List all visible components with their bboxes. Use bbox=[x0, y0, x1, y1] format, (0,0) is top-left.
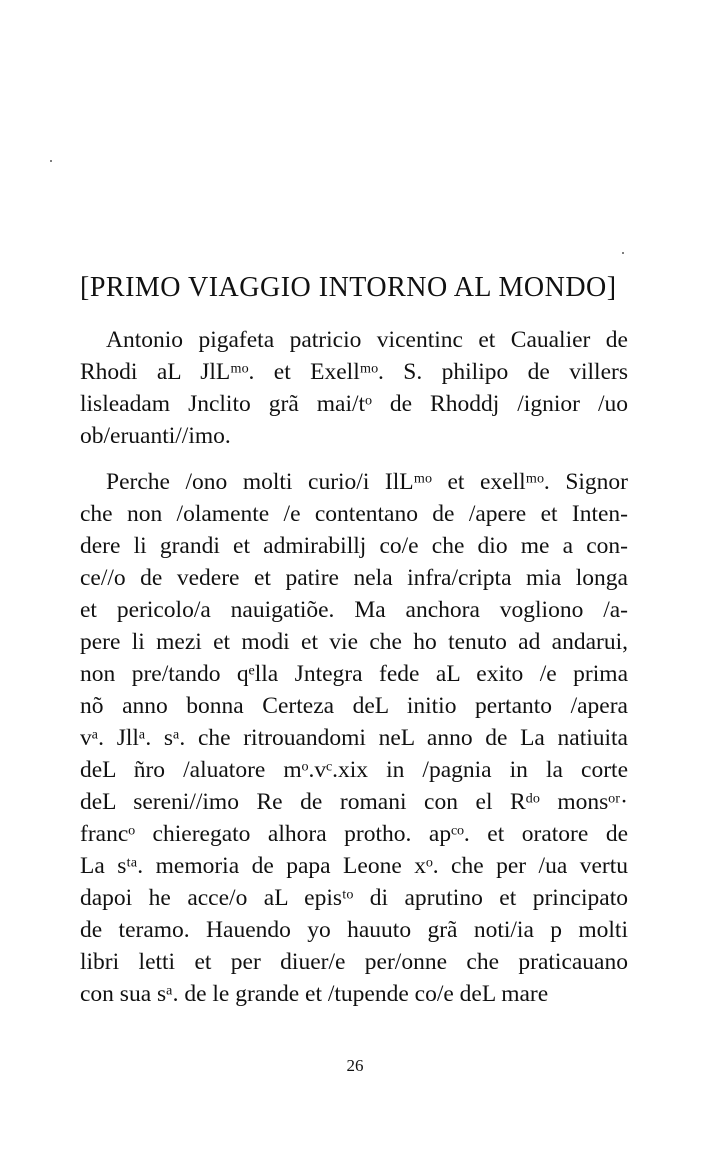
text-line: francᵒ chieregato alhora protho. apᶜᵒ. et oratore de bbox=[80, 821, 628, 847]
text-line: libri letti et per diuer/e per/onne che praticauano bbox=[80, 949, 628, 975]
text-line: dere li grandi et admirabillj co/e che dio me a con- bbox=[80, 533, 628, 559]
text-line: deL sereni//imo Re de romani con el Rᵈᵒ monsᵒʳ· bbox=[80, 789, 628, 815]
text-line: dapoi he acce/o aL episᵗᵒ di aprutino et principato bbox=[80, 885, 628, 911]
text-line: Perche /ono molti curio/i IlLᵐᵒ et exellᵐᵒ. Signor bbox=[106, 469, 628, 495]
text-line: Antonio pigafeta patricio vicentinc et Caualier de bbox=[106, 327, 628, 353]
text-line: con sua sᵃ. de le grande et /tupende co/e deL mare bbox=[80, 981, 549, 1007]
text-line: de teramo. Hauendo yo hauuto grã noti/ia p molti bbox=[80, 917, 628, 943]
text-line: Rhodi aL JlLᵐᵒ. et Exellᵐᵒ. S. philipo de villers bbox=[80, 359, 628, 385]
text-line: nõ anno bonna Certeza deL initio pertanto /apera bbox=[80, 693, 628, 719]
chapter-title: [PRIMO VIAGGIO INTORNO AL MONDO] bbox=[80, 272, 617, 303]
paper-speck bbox=[50, 160, 52, 162]
text-line: ob/eruanti//imo. bbox=[80, 423, 231, 449]
paragraph-dedication bbox=[80, 324, 628, 452]
text-line: deL ñro /aluatore mᵒ.vᶜ.xix in /pagnia in la corte bbox=[80, 757, 628, 783]
text-line: non pre/tando qᵉlla Jntegra fede aL exito /e prima bbox=[80, 661, 628, 687]
paper-speck bbox=[622, 252, 624, 254]
text-line: lisleadam Jnclito grã mai/tᵒ de Rhoddj /ignior /uo bbox=[80, 391, 628, 417]
text-line: et pericolo/a nauigatiõe. Ma anchora vogliono /a- bbox=[80, 597, 628, 623]
text-line: che non /olamente /e contentano de /apere et Inten- bbox=[80, 501, 628, 527]
text-line: vᵃ. Jllᵃ. sᵃ. che ritrouandomi neL anno de La natiuita bbox=[80, 725, 628, 751]
text-line: pere li mezi et modi et vie che ho tenuto ad andarui, bbox=[80, 629, 628, 655]
page-number: 26 bbox=[346, 1056, 364, 1075]
paragraph-body bbox=[80, 466, 628, 1010]
text-line: La sᵗᵃ. memoria de papa Leone xᵒ. che per /ua vertu bbox=[80, 853, 628, 879]
text-line: ce//o de vedere et patire nela infra/cripta mia longa bbox=[80, 565, 628, 591]
